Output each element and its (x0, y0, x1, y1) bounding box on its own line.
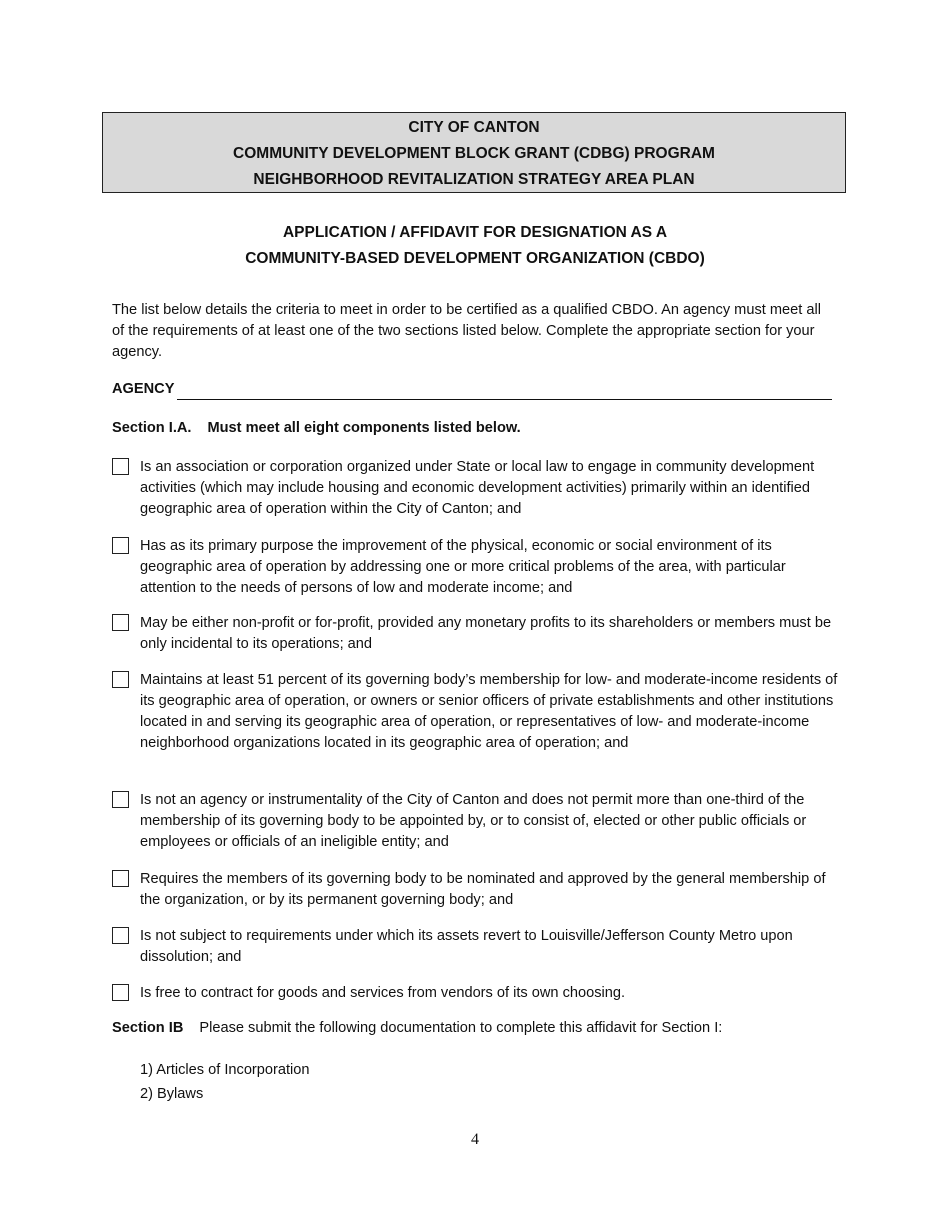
criterion-text: Is not subject to requirements under which its assets revert to Louisville/Jefferson County Metro upon dissolution; and (140, 928, 793, 965)
criterion-text: May be either non-profit or for-profit, provided any monetary profits to its shareholders or members must be only incidental to its operations; and (140, 615, 832, 652)
section-ib-heading (112, 1018, 722, 1039)
section-ia-heading (112, 418, 521, 439)
header-program: COMMUNITY DEVELOPMENT BLOCK GRANT (CDBG) PROGRAM (233, 145, 715, 162)
criterion-text: Is an association or corporation organized under State or local law to engage in community development activities (which may include housing and economic development activities) primarily within an identified geographic area of operation within the City of Canton; and (140, 459, 815, 517)
criterion-text: Maintains at least 51 percent of its governing body’s membership for low- and moderate-income residents of its geographic area of operation, or owners or senior officers of private establishments and other institutions located in and serving its geographic area of operation, or representatives of low- and moderate-income neighborhood organizations located in its geographic area of operation; and (140, 672, 838, 751)
document-list (140, 1058, 310, 1106)
criterion-item (112, 926, 842, 968)
criterion-checkbox[interactable] (112, 791, 129, 808)
title-line-1: APPLICATION / AFFIDAVIT FOR DESIGNATION AS A (282, 224, 668, 241)
criterion-checkbox[interactable] (112, 870, 129, 887)
intro-paragraph: The list below details the criteria to meet in order to be certified as a qualified CBDO. An agency must meet all of the requirements of at least one of the two sections listed below. Complete the appropriate section for your agency. (112, 302, 821, 360)
section-ib-text: Please submit the following documentation to complete this affidavit for Section I: (199, 1020, 723, 1036)
agency-label: AGENCY (112, 381, 175, 397)
document-title (0, 220, 950, 272)
criterion-text: Is free to contract for goods and services from vendors of its own choosing. (140, 985, 626, 1001)
criterion-item (112, 790, 852, 853)
section-ia-label: Section I.A. (112, 420, 192, 436)
criterion-item (112, 536, 842, 599)
section-ib-label: Section IB (112, 1020, 184, 1036)
criterion-text: Requires the members of its governing body to be nominated and approved by the general membership of the organization, or by its permanent governing body; and (140, 871, 826, 908)
header-plan: NEIGHBORHOOD REVITALIZATION STRATEGY AREA PLAN (253, 171, 695, 188)
criterion-checkbox[interactable] (112, 614, 129, 631)
section-ia-text: Must meet all eight components listed below. (207, 420, 521, 436)
criterion-item (112, 457, 842, 520)
criterion-text: Is not an agency or instrumentality of the City of Canton and does not permit more than one-third of the membership of its governing body to be appointed by, or to consist of, elected or other public officials or employees or officials of an ineligible entity; and (140, 792, 807, 850)
document-item: 2) Bylaws (140, 1086, 204, 1102)
document-item: 1) Articles of Incorporation (140, 1062, 310, 1078)
criterion-item (112, 613, 842, 655)
criterion-text: Has as its primary purpose the improvement of the physical, economic or social environment of its geographic area of operation by addressing one or more critical problems of the area, with particular attention to the needs of persons of low and moderate income; and (140, 538, 786, 596)
criterion-checkbox[interactable] (112, 458, 129, 475)
agency-field[interactable] (112, 379, 832, 400)
criterion-item (112, 983, 842, 1004)
criterion-checkbox[interactable] (112, 671, 129, 688)
page-number: 4 (471, 1131, 479, 1148)
agency-input-line[interactable] (177, 384, 832, 400)
criterion-checkbox[interactable] (112, 984, 129, 1001)
header-city: CITY OF CANTON (408, 119, 540, 136)
header-box (102, 112, 846, 193)
criterion-item (112, 869, 842, 911)
title-line-2: COMMUNITY-BASED DEVELOPMENT ORGANIZATION (CBDO) (245, 250, 705, 267)
criterion-checkbox[interactable] (112, 537, 129, 554)
criterion-checkbox[interactable] (112, 927, 129, 944)
criterion-item (112, 670, 842, 754)
